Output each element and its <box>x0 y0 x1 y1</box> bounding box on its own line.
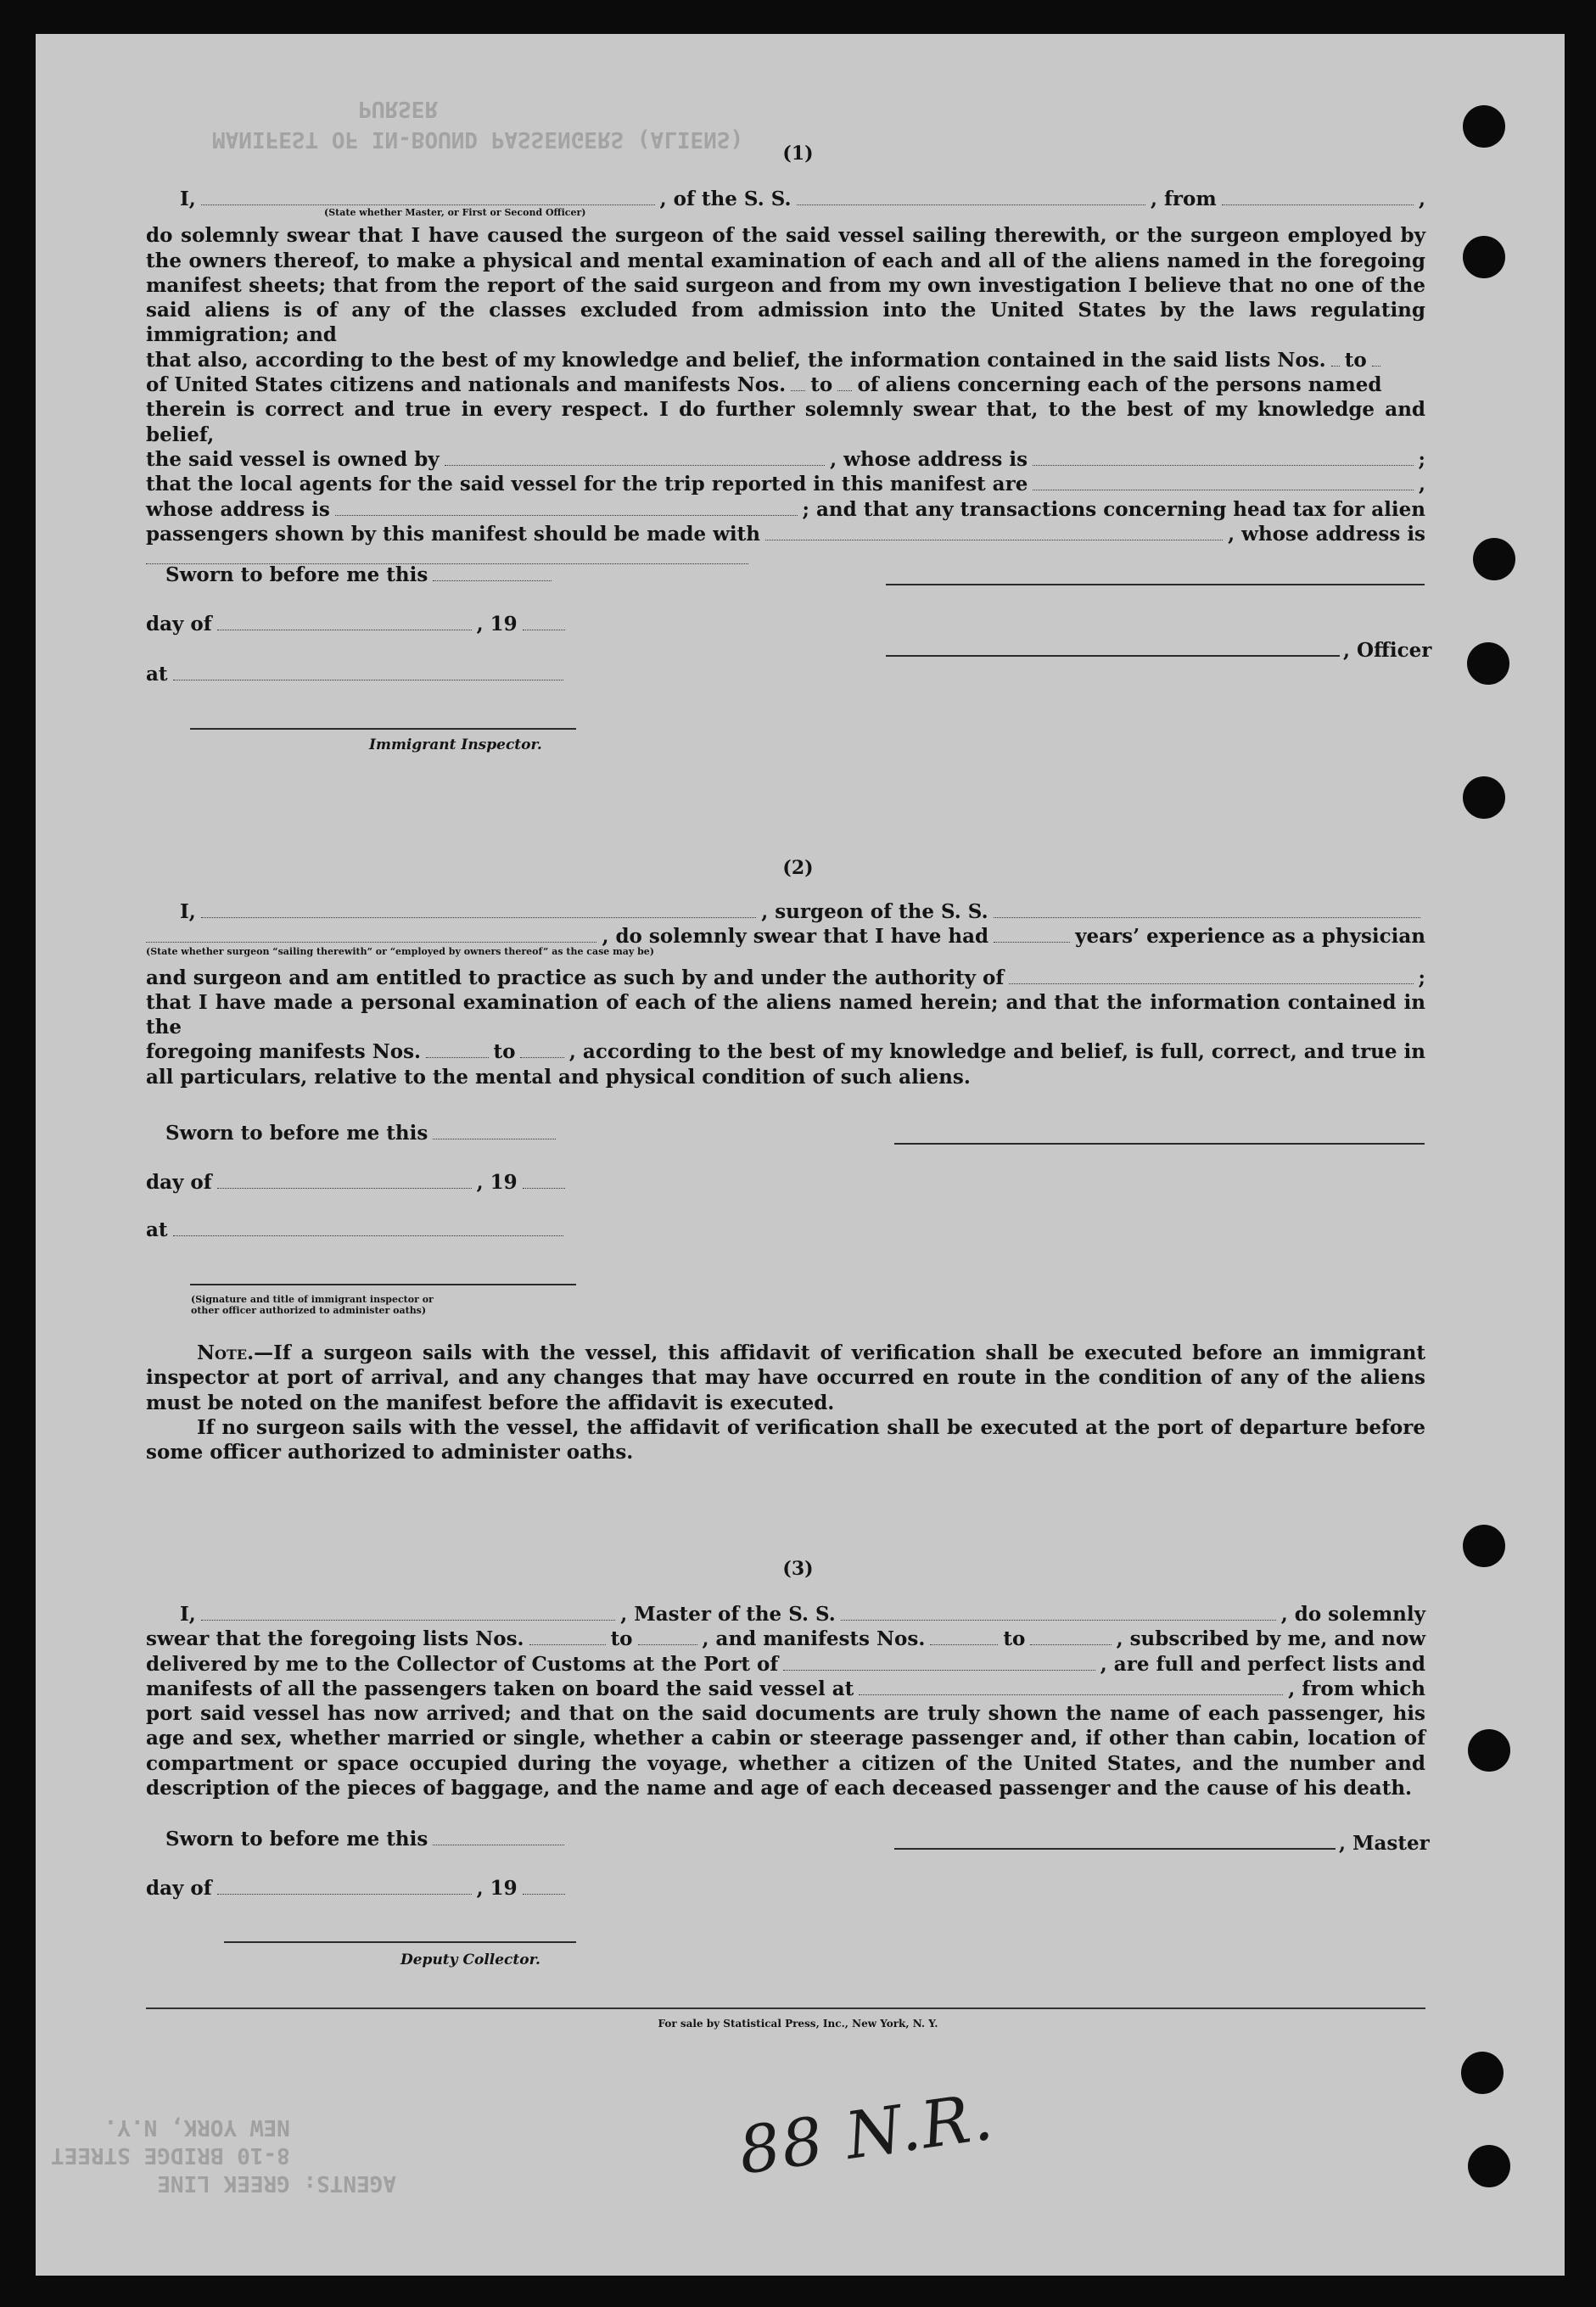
section-1-number: (1) <box>782 143 814 165</box>
punch-hole <box>1468 2145 1510 2187</box>
section-1-caption: (State whether Master, or First or Second Officer) <box>324 207 586 219</box>
punch-hole <box>1461 2052 1504 2094</box>
master-signature-line: , Master <box>891 1831 1430 1855</box>
section-2-number: (2) <box>782 857 814 879</box>
day-line-2: day of , 19 <box>146 1171 570 1194</box>
punch-hole <box>1463 236 1505 278</box>
signature-caption-2: (Signature and title of immigrant inspector or other officer authorized to administer oaths) <box>191 1294 434 1316</box>
sworn-line-1: Sworn to before me this <box>165 563 557 586</box>
footer-rule <box>146 2007 1425 2009</box>
punch-hole <box>1468 1729 1510 1772</box>
printer-footer: For sale by Statistical Press, Inc., New York, N. Y. <box>658 2018 938 2030</box>
punch-hole <box>1463 105 1505 148</box>
section-3-affidavit: I, , Master of the S. S. , do solemnly swear that the foregoing lists Nos. to , and manifests Nos. to , subscribed by me, and now delivered by me to the Collector of Customs at the Port of , are full and perfect lists and manifests of all the passengers taken on board the said vessel at , from which port said vessel has now arrived; and that on the said documents are truly shown the name of each passenger, his age and sex, whether married or single, whether a cabin or steerage passenger and, if other than cabin, location of compartment or space occupied during the voyage, whether a citizen of the United States, and the number and description of the pieces of baggage, and the name and age of each deceased passenger and the cause of his death. <box>146 1603 1425 1800</box>
signature-line-2 <box>187 1267 580 1285</box>
inspector-signature-line <box>187 711 580 730</box>
day-line-1: day of , 19 <box>146 613 570 636</box>
section-3-number: (3) <box>782 1558 814 1580</box>
punch-hole <box>1473 538 1515 580</box>
officer-signature-line-2: , Officer <box>882 638 1431 662</box>
deputy-signature-line <box>221 1924 580 1943</box>
section-2-caption: (State whether surgeon “sailing therewith” or “employed by owners thereof” as the case may be) <box>146 945 655 957</box>
at-line-2: at <box>146 1218 568 1241</box>
section-2-affidavit: I, , surgeon of the S. S. , do solemnly swear that I have had years’ experience as a physician (State whether surgeon “sailing therewith” or “employed by owners thereof” as the case may be) and surgeon and am entitled to practice as such by and under the authority of ; that I have made a personal examination of each of the aliens named herein; and that the information contained in the foregoing manifests Nos. to , according to the best of my knowledge and belief, is full, correct, and true in all particulars, relative to the mental and physical condition of such aliens. <box>146 900 1425 1089</box>
inspector-label: Immigrant Inspector. <box>369 736 542 753</box>
punch-hole <box>1467 642 1509 685</box>
officer-signature-line-1 <box>882 567 1428 585</box>
section-3-paragraph: port said vessel has now arrived; and that on the said documents are truly shown the name of each passenger, his age and sex, whether married or single, whether a cabin or steerage passenger and, if other than cabin, location of compartment or space occupied during the voyage, whether a citizen of the United States, and the number and description of the pieces of baggage, and the name and age of each deceased passenger and the cause of his death. <box>146 1702 1425 1800</box>
at-line-1: at <box>146 663 568 686</box>
handwritten-annotation: 88 N.R. <box>734 2078 999 2189</box>
agents-stamp: AGENTS: GREEK LINE 8-10 BRIDGE STREET NEW YORK, N.Y. <box>51 2114 396 2196</box>
deputy-label: Deputy Collector. <box>400 1951 540 1968</box>
day-line-3: day of , 19 <box>146 1877 570 1900</box>
sworn-line-3: Sworn to before me this <box>165 1828 569 1851</box>
surgeon-signature-line <box>891 1126 1428 1145</box>
sworn-line-2: Sworn to before me this <box>165 1122 561 1145</box>
section-1-paragraph: do solemnly swear that I have caused the surgeon of the said vessel sailing therewith, or the surgeon employed by the owners thereof, to make a physical and mental examination of each and all of the aliens named in the foregoing manifest sheets; that from the report of the said surgeon and from my own investigation I believe that no one of the said aliens is of any of the classes excluded from admission into the United States by the laws regulating immigration; and <box>146 224 1425 347</box>
bleed-through-stamp: MANIFEST OF IN-BOUND PASSENGERS (ALIENS) PURSER <box>212 96 744 152</box>
section-1-affidavit: I, , of the S. S. , from , (State whether Master, or First or Second Officer) do solemnly swear that I have caused the surgeon of the said vessel sailing therewith, or the surgeon employed by the owners thereof, to make a physical and mental examination of each and all of the aliens named in the foregoing manifest sheets; that from the report of the said surgeon and from my own investigation I believe that no one of the said aliens is of any of the classes excluded from admission into the United States by the laws regulating immigration; and that also, according to the best of my knowledge and belief, the information contained in the said lists Nos. to of United States citizens and nationals and manifests Nos. to of aliens concerning each of the persons named therein is correct and true in every respect. I do further solemnly swear that, to the best of my knowledge and belief, the said vessel is owned by , whose address is ; that the local agents for the said vessel for the trip reported in this manifest are , whose address is ; and that any transactions concerning head tax for alien passengers shown by this manifest should be made with , whose address is <box>146 187 1425 564</box>
punch-hole <box>1463 776 1505 819</box>
section-2-note: Note.—If a surgeon sails with the vessel, this affidavit of verification shall be executed before an immigrant inspector at port of arrival, and any changes that may have occurred en route in the condition of any of the aliens must be noted on the manifest before the affidavit is executed. If no surgeon sails with the vessel, the affidavit of verification shall be executed at the port of departure before some officer authorized to administer oaths. <box>146 1341 1425 1464</box>
